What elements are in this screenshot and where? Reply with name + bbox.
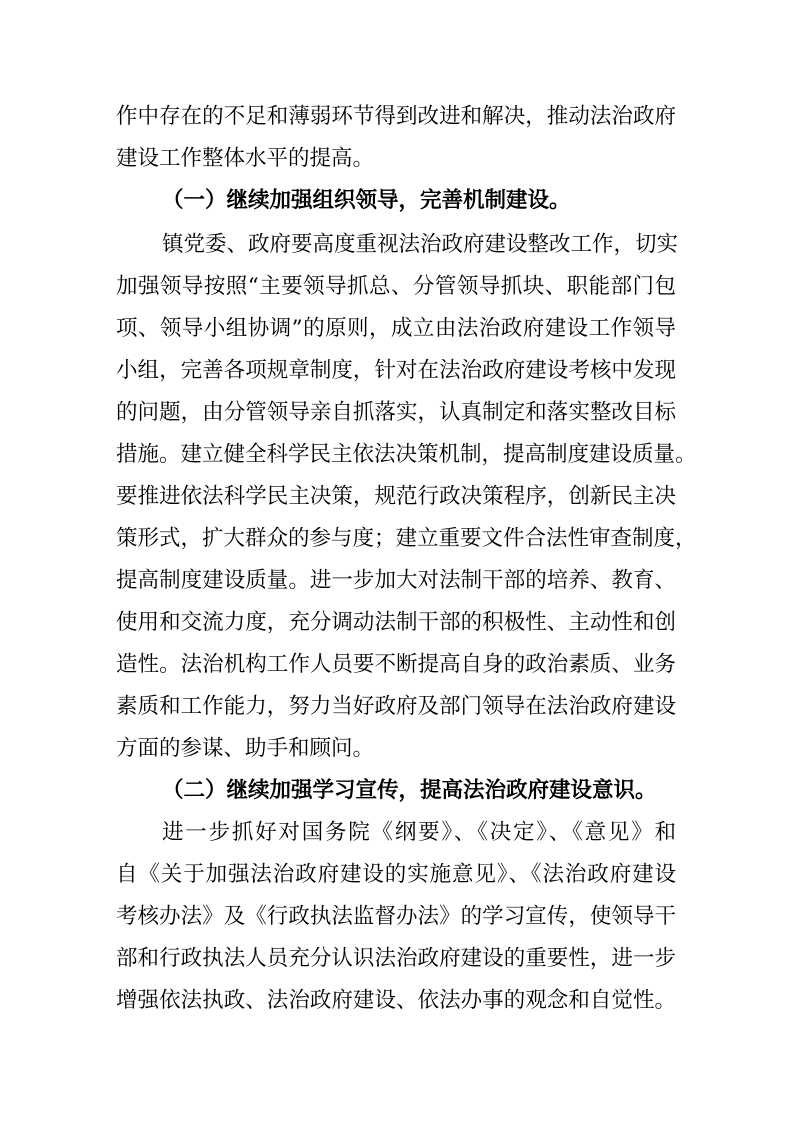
- paragraph-line: 项、领导小组协调”的原则，成立由法治政府建设工作领导: [116, 316, 676, 341]
- paragraph-line: 使用和交流力度，充分调动法制干部的积极性、主动性和创: [116, 610, 676, 635]
- paragraph-line: 方面的参谋、助手和顾问。: [116, 736, 375, 761]
- paragraph-line: 考核办法》及《行政执法监督办法》的学习宣传，使领导干: [116, 904, 676, 929]
- paragraph-line: 的问题，由分管领导亲自抓落实，认真制定和落实整改目标: [116, 400, 676, 425]
- paragraph-line: 部和行政执法人员充分认识法治政府建设的重要性，进一步: [116, 946, 676, 971]
- paragraph-line: 造性。法治机构工作人员要不断提高自身的政治素质、业务: [116, 652, 676, 677]
- paragraph-line: 要推进依法科学民主决策，规范行政决策程序，创新民主决: [116, 484, 676, 509]
- paragraph-line: 提高制度建设质量。进一步加大对法制干部的培养、教育、: [116, 568, 676, 593]
- section-heading-2: （二）继续加强学习宣传，提高法治政府建设意识。: [162, 778, 657, 803]
- paragraph-line: 措施。建立健全科学民主依法决策机制，提高制度建设质量。: [116, 442, 697, 467]
- paragraph-line: 建设工作整体水平的提高。: [116, 146, 375, 171]
- paragraph-line: 策形式，扩大群众的参与度；建立重要文件合法性审查制度，: [116, 526, 697, 551]
- section-heading-1: （一）继续加强组织领导，完善机制建设。: [162, 188, 571, 213]
- paragraph-line: 小组，完善各项规章制度，针对在法治政府建设考核中发现: [116, 358, 676, 383]
- paragraph-line: 自《关于加强法治政府建设的实施意见》、《法治政府建设: [116, 862, 676, 887]
- paragraph-line: 增强依法执政、法治政府建设、依法办事的观念和自觉性。: [116, 988, 676, 1013]
- paragraph-line: 作中存在的不足和薄弱环节得到改进和解决，推动法治政府: [116, 104, 676, 129]
- paragraph-line: 镇党委、政府要高度重视法治政府建设整改工作，切实: [162, 232, 679, 257]
- paragraph-line: 进一步抓好对国务院《纲要》、《决定》、《意见》和: [162, 820, 676, 845]
- paragraph-line: 素质和工作能力，努力当好政府及部门领导在法治政府建设: [116, 694, 676, 719]
- paragraph-line: 加强领导按照“主要领导抓总、分管领导抓块、职能部门包: [116, 274, 676, 299]
